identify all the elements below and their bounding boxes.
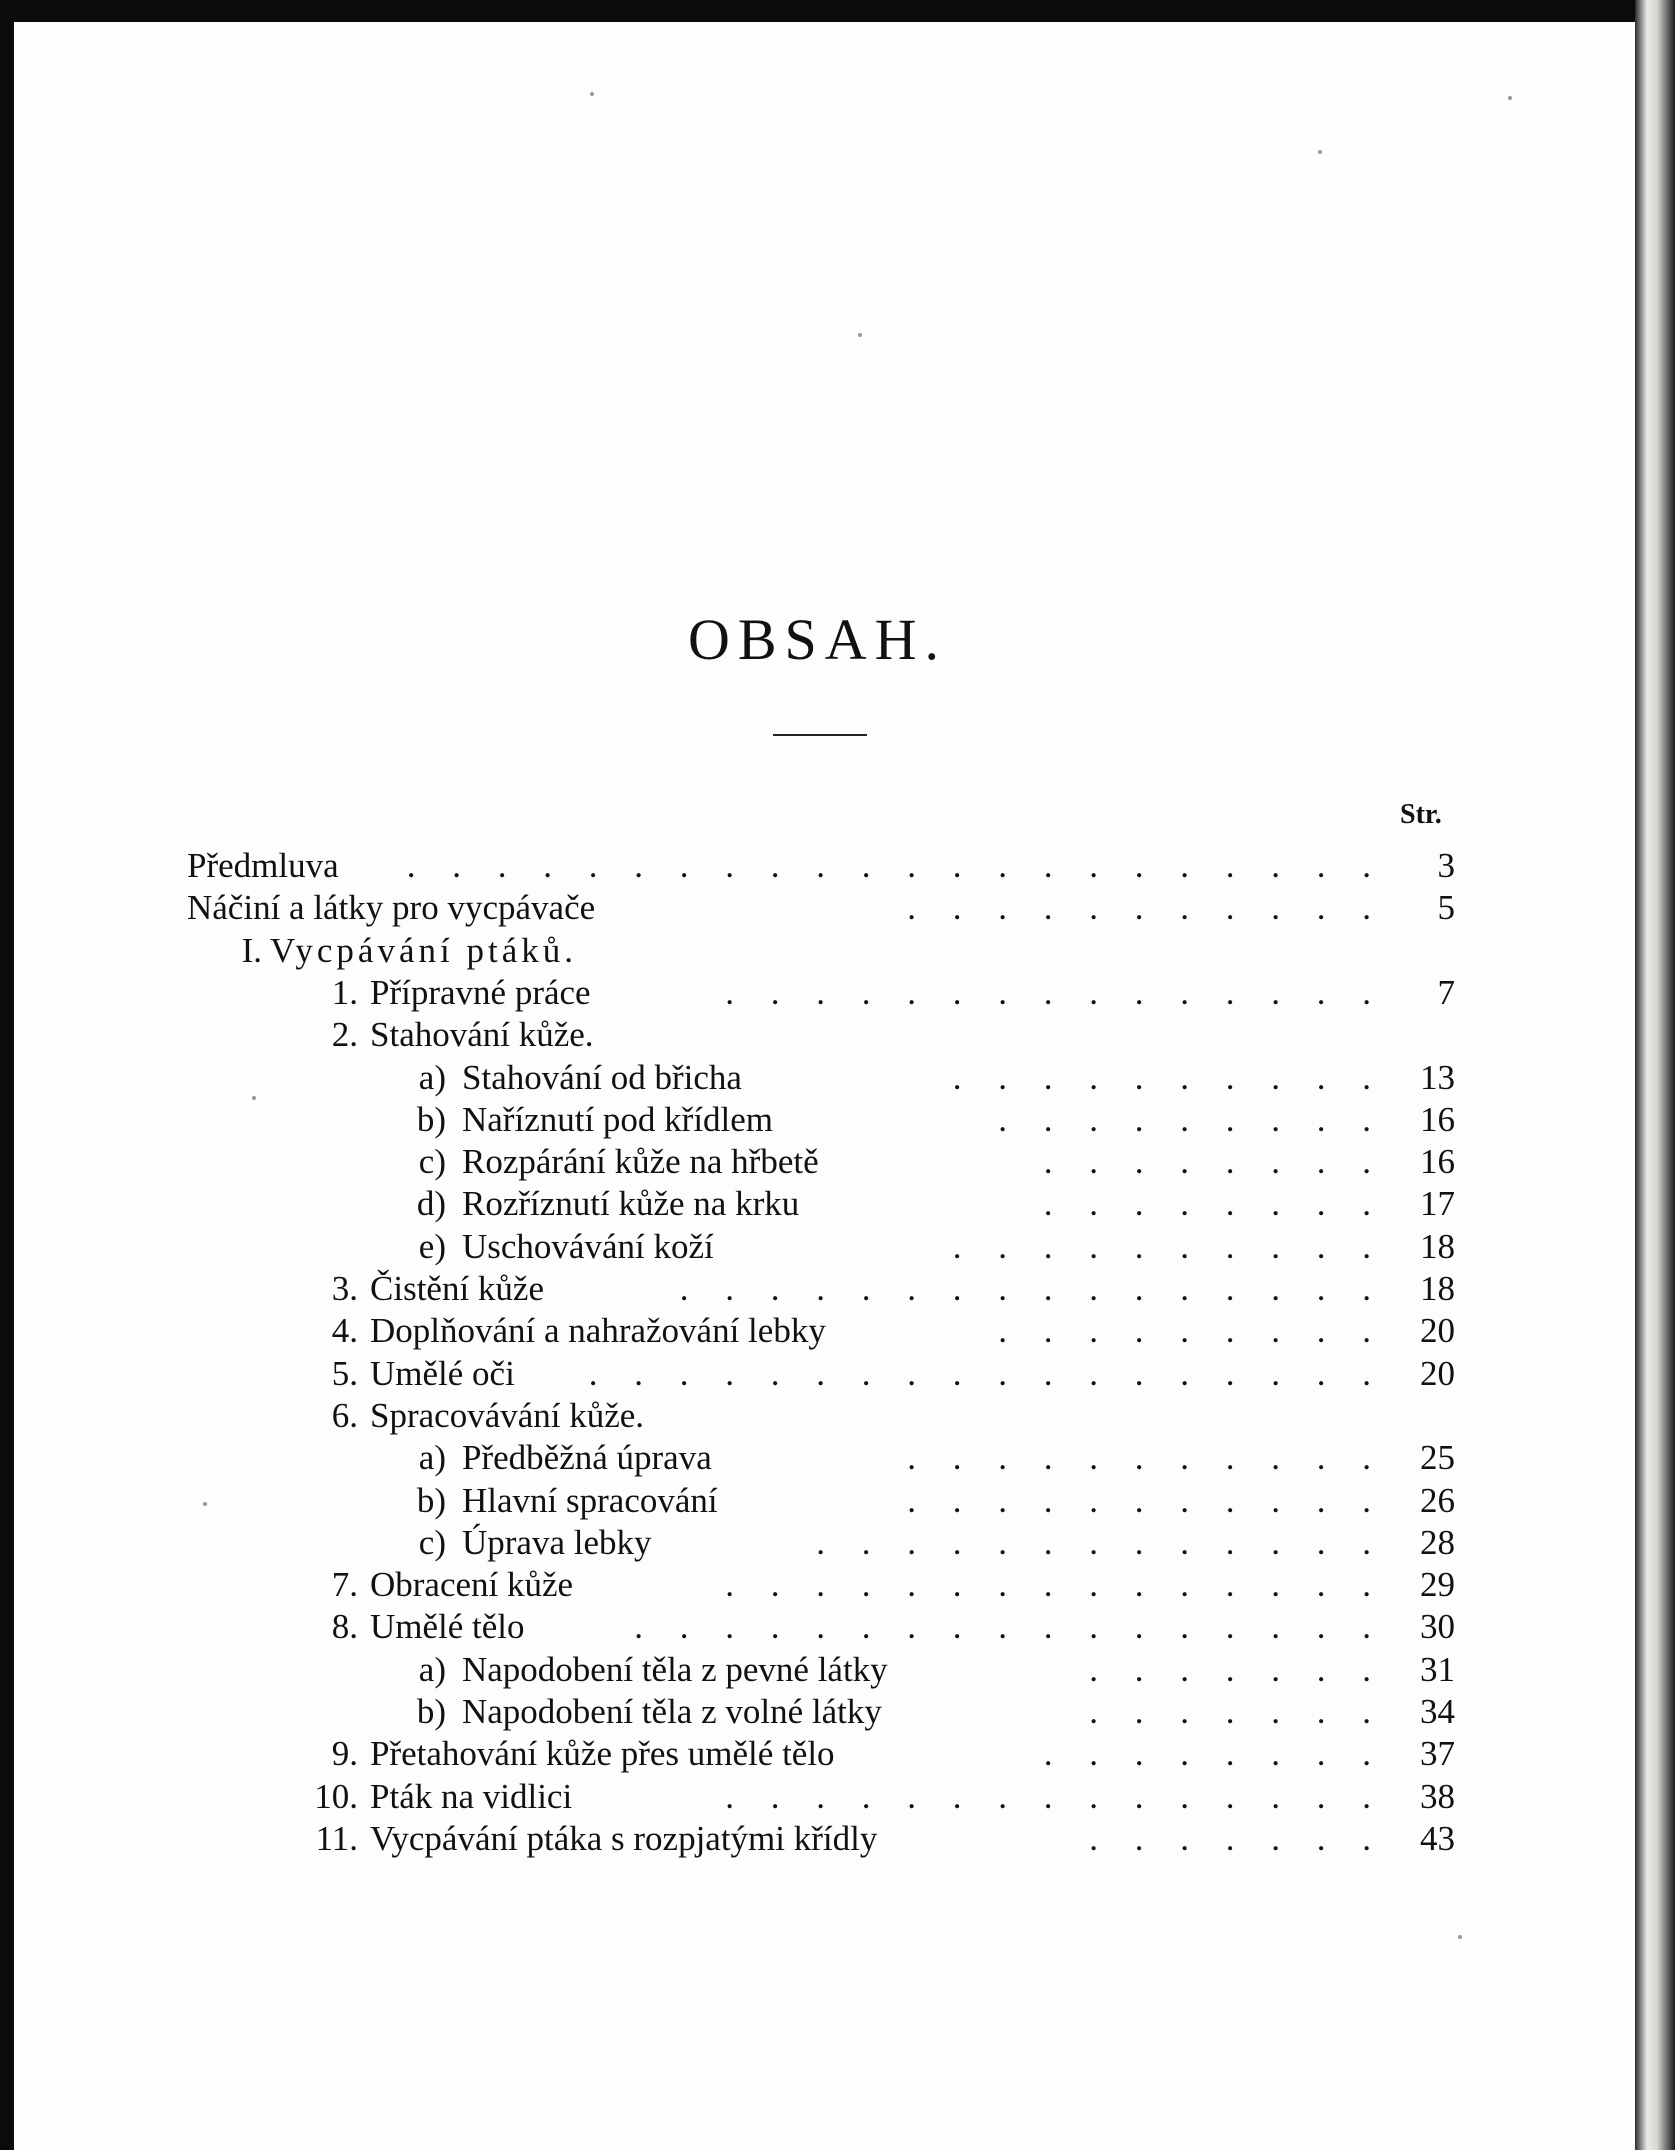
toc-entry-page-number: 34 [1420, 1692, 1455, 1731]
toc-entry-title: Vycpávání ptáka s rozpjatými křídly [370, 1818, 878, 1858]
toc-entry-title: Napodobení těla z volné látky [462, 1692, 882, 1731]
toc-leader-dots: . . . . . . . . . . . [907, 1480, 1385, 1520]
toc-entry-page-number: 43 [1420, 1818, 1455, 1858]
toc-entry-number: 6. [331, 1395, 358, 1435]
toc-leader-dots: . . . . . . . . . . . . . . . [725, 972, 1385, 1012]
toc-entry-title: Umělé oči [370, 1353, 515, 1393]
toc-entry-page-number: 20 [1420, 1311, 1455, 1351]
toc-entry-number: c) [418, 1522, 446, 1562]
toc-row [0, 1099, 1635, 1141]
toc-entry-page-number: 18 [1420, 1226, 1455, 1266]
toc-leader-dots: . . . . . . . . [1043, 1184, 1385, 1224]
toc-entry-title: Přípravné práce [370, 972, 591, 1012]
toc-row [0, 1818, 1635, 1860]
toc-entry-page-number: 30 [1420, 1607, 1455, 1647]
toc-leader-dots: . . . . . . . . . . . . . . . . [679, 1269, 1385, 1308]
toc-entry-number: b) [416, 1480, 446, 1520]
toc-row [0, 972, 1635, 1014]
toc-entry-number: 2. [331, 1015, 358, 1055]
toc-entry-number: 5. [331, 1353, 358, 1393]
toc-entry-number: 10. [314, 1776, 358, 1816]
toc-entry-number: 7. [331, 1565, 358, 1605]
page-edge-shadow [1635, 0, 1675, 2150]
toc-entry-page-number: 7 [1437, 972, 1455, 1012]
page-column-header: Str. [1400, 799, 1442, 830]
toc-entry-number: b) [416, 1099, 446, 1139]
toc-leader-dots: . . . . . . . . [1043, 1142, 1385, 1182]
toc-entry-title: Stahování od břicha [462, 1057, 742, 1097]
toc-entry-page-number: 3 [1437, 846, 1455, 885]
toc-entry-number: 4. [331, 1311, 358, 1351]
toc-entry-page-number: 13 [1420, 1057, 1455, 1097]
toc-leader-dots: . . . . . . . . . . . . . . . . . [634, 1607, 1385, 1647]
toc-entry-page-number: 26 [1420, 1480, 1455, 1520]
toc-entry-title: Naříznutí pod křídlem [462, 1099, 774, 1139]
toc-entry-number: a) [418, 1649, 446, 1689]
toc-row [0, 1057, 1635, 1099]
toc-entry-title: Stahování kůže. [370, 1015, 594, 1055]
toc-row [0, 1606, 1635, 1648]
toc-entry-title: Vycpávání ptáků. [270, 930, 577, 970]
toc-row [0, 1395, 1635, 1437]
toc-leader-dots: . . . . . . . . . . . . . [816, 1522, 1385, 1562]
toc-leader-dots: . . . . . . . . . . . . . . . [725, 1565, 1385, 1605]
toc-entry-title: Předmluva [187, 846, 339, 885]
toc-entry-number: 1. [331, 972, 358, 1012]
toc-row [0, 1141, 1635, 1183]
toc-leader-dots: . . . . . . . . . . . [907, 888, 1385, 928]
toc-entry-title: Umělé tělo [370, 1607, 525, 1647]
toc-entry-number: I. [241, 930, 262, 970]
toc-leader-dots: . . . . . . . . . . [952, 1226, 1385, 1266]
toc-entry-title: Čistění kůže [370, 1269, 544, 1308]
toc-entry-title: Přetahování kůže přes umělé tělo [370, 1734, 835, 1774]
toc-row [0, 1310, 1635, 1352]
toc-row [0, 930, 1635, 972]
toc-leader-dots: . . . . . . . . . . . . . . . . . . . . . . [406, 846, 1385, 885]
toc-entry-title: Napodobení těla z pevné látky [462, 1649, 888, 1689]
toc-entry-page-number: 31 [1420, 1649, 1455, 1689]
toc-entry-page-number: 16 [1420, 1142, 1455, 1182]
toc-row [0, 1014, 1635, 1056]
toc-leader-dots: . . . . . . . . . [998, 1311, 1385, 1351]
toc-row [0, 1353, 1635, 1395]
toc-row [0, 1691, 1635, 1733]
page-title: OBSAH. [687, 607, 948, 672]
toc-entry-page-number: 25 [1420, 1438, 1455, 1478]
toc-entry-page-number: 5 [1437, 888, 1455, 928]
toc-leader-dots: . . . . . . . . [1043, 1734, 1385, 1774]
toc-entry-number: 3. [331, 1269, 358, 1308]
toc-row [0, 887, 1635, 929]
toc-entry-number: c) [418, 1142, 446, 1182]
toc-entry-page-number: 16 [1420, 1099, 1455, 1139]
toc-entry-number: 11. [315, 1818, 358, 1858]
toc-entry-title: Náčiní a látky pro vycpávače [187, 888, 596, 928]
toc-entry-title: Rozpárání kůže na hřbetě [462, 1142, 819, 1182]
toc-leader-dots: . . . . . . . . . . . [907, 1438, 1385, 1478]
toc-entry-title: Hlavní spracování [462, 1480, 718, 1520]
toc-entry-number: b) [416, 1692, 446, 1731]
toc-entry-number: a) [418, 1438, 446, 1478]
toc-leader-dots: . . . . . . . [1089, 1692, 1385, 1731]
toc-entry-page-number: 17 [1420, 1184, 1455, 1224]
toc-entry-title: Předběžná úprava [462, 1438, 712, 1478]
toc-row [0, 1522, 1635, 1564]
toc-entry-number: e) [418, 1226, 446, 1266]
toc-entry-page-number: 18 [1420, 1269, 1455, 1308]
toc-entry-page-number: 37 [1420, 1734, 1455, 1774]
toc-row [0, 1437, 1635, 1479]
toc-entry-number: d) [416, 1184, 446, 1224]
toc-entry-title: Pták na vidlici [370, 1776, 573, 1816]
toc-entry-title: Uschovávání koží [462, 1226, 714, 1266]
toc-row [0, 1733, 1635, 1775]
toc-row [0, 1183, 1635, 1225]
toc-entry-number: 8. [331, 1607, 358, 1647]
toc-leader-dots: . . . . . . . . . . [952, 1057, 1385, 1097]
toc-row [0, 1268, 1635, 1310]
toc-row [0, 1226, 1635, 1268]
toc-entry-page-number: 28 [1420, 1522, 1455, 1562]
toc-entry-title: Obracení kůže [370, 1565, 574, 1605]
toc-entry-page-number: 38 [1420, 1776, 1455, 1816]
toc-entry-number: 9. [331, 1734, 358, 1774]
toc-entry-page-number: 20 [1420, 1353, 1455, 1393]
toc-row [0, 1480, 1635, 1522]
toc-leader-dots: . . . . . . . [1089, 1818, 1385, 1858]
toc-row [0, 845, 1635, 887]
toc-entry-title: Doplňování a nahražování lebky [370, 1311, 826, 1351]
toc-leader-dots: . . . . . . . . . [998, 1099, 1385, 1139]
toc-leader-dots: . . . . . . . . . . . . . . . [725, 1776, 1385, 1816]
toc-leader-dots: . . . . . . . . . . . . . . . . . . [588, 1353, 1385, 1393]
toc-entry-title: Spracovávání kůže. [370, 1395, 645, 1435]
toc-row [0, 1564, 1635, 1606]
toc-entry-title: Rozříznutí kůže na krku [462, 1184, 800, 1224]
toc-entry-number: a) [418, 1057, 446, 1097]
toc-entry-title: Úprava lebky [462, 1522, 652, 1562]
toc-leader-dots: . . . . . . . [1089, 1649, 1385, 1689]
toc-row [0, 1649, 1635, 1691]
toc-entry-page-number: 29 [1420, 1565, 1455, 1605]
toc-row [0, 1776, 1635, 1818]
